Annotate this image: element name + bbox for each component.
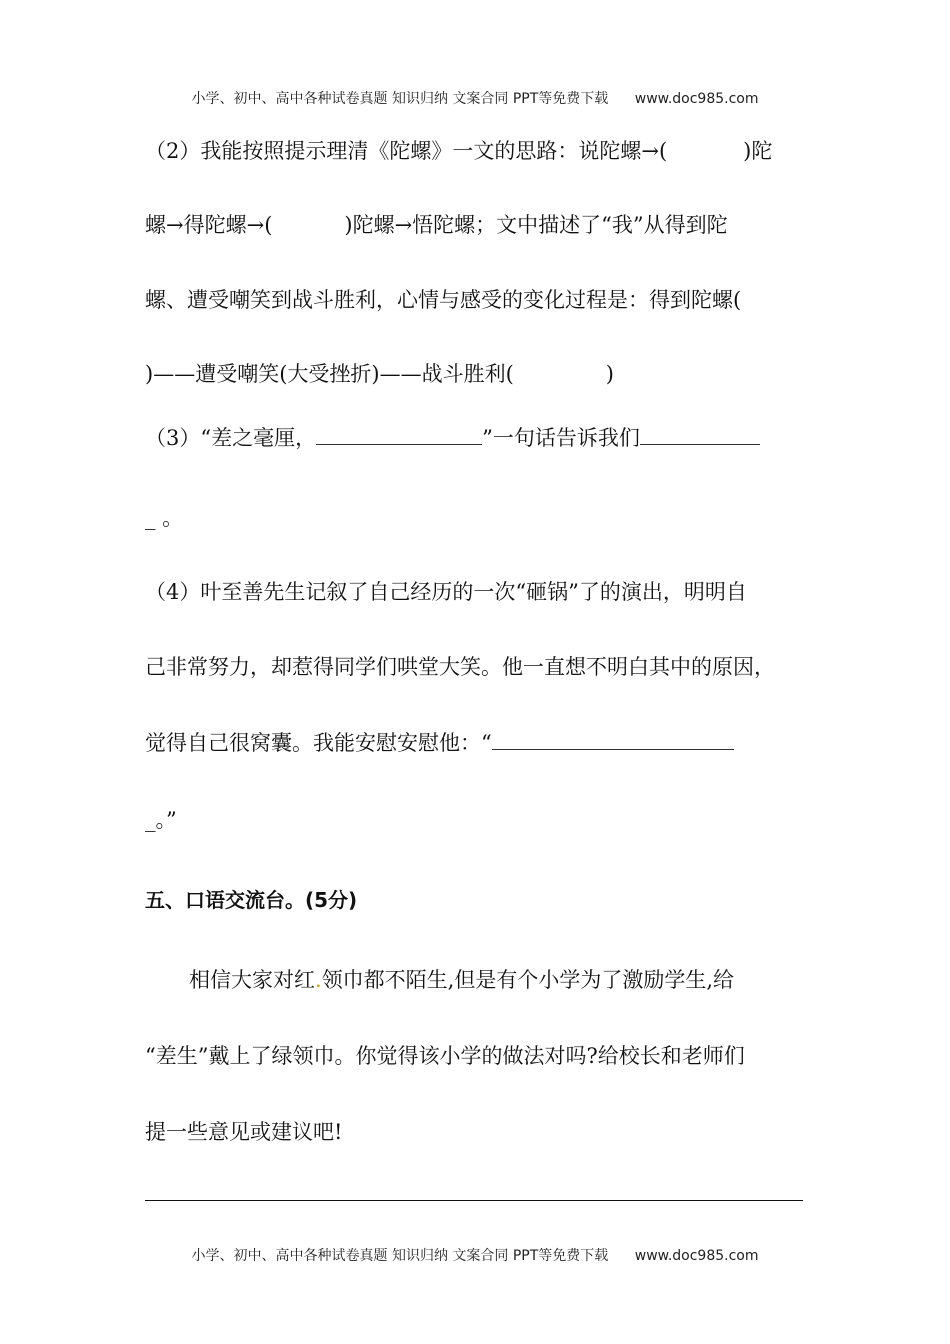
q2-text-1a: （2）我能按照提示理清《陀螺》一文的思路：说陀螺→( [145, 139, 668, 163]
footer-text: 小学、初中、高中各种试卷真题 知识归纳 文案合同 PPT等免费下载 [191, 1248, 609, 1264]
q3-underline-2[interactable] [640, 426, 760, 445]
q4-text-2: 己非常努力，却惹得同学们哄堂大笑。他一直想不明白其中的原因， [145, 655, 775, 679]
q4-line-2 [145, 653, 825, 681]
q3-text-1a: （3）“差之毫厘， [145, 426, 317, 450]
q3-line-1 [145, 424, 825, 452]
q3-text-1b: ”一句话告诉我们 [482, 426, 640, 450]
q3-text-2: _ 。 [145, 506, 184, 530]
q2-line-2 [145, 211, 825, 239]
q4-underline-1[interactable] [492, 731, 734, 750]
header-site: www.doc985.com [634, 91, 759, 107]
q4-text-1: （4）叶至善先生记叙了自己经历的一次“砸锅”了的演出，明明自 [145, 580, 747, 604]
section5-text-3: 提一些意见或建议吧! [145, 1120, 343, 1144]
section5-text-1a: 相信大家对红 [189, 968, 315, 992]
q2-text-4a: )——遭受嘲笑(大受挫折)——战斗胜利( [145, 362, 514, 386]
mark-dot-icon: . [315, 968, 322, 992]
q4-line-4 [145, 806, 825, 834]
q2-text-2a: 螺→得陀螺→( [145, 213, 273, 237]
q4-text-4: _。” [145, 808, 177, 832]
q2-line-1 [145, 137, 825, 165]
q2-line-4 [145, 360, 825, 388]
q2-line-3 [145, 286, 825, 314]
page-header [0, 88, 950, 108]
header-text: 小学、初中、高中各种试卷真题 知识归纳 文案合同 PPT等免费下载 [191, 91, 609, 107]
q3-line-2 [145, 504, 825, 532]
q3-underline-1[interactable] [316, 426, 482, 445]
q2-text-1b: )陀 [743, 139, 773, 163]
section5-para-1 [189, 966, 869, 994]
q4-line-3 [145, 729, 825, 757]
q2-text-4b: ) [605, 362, 614, 386]
section5-para-3 [145, 1118, 825, 1146]
section5-text-1b: 领巾都不陌生,但是有个小学为了激励学生,给 [321, 968, 735, 992]
footer-site: www.doc985.com [634, 1248, 759, 1264]
section5-title: 五、口语交流台。(5分) [145, 888, 358, 912]
q2-text-3: 螺、遭受嘲笑到战斗胜利，心情与感受的变化过程是：得到陀螺( [145, 288, 742, 312]
page-footer [0, 1245, 950, 1265]
q2-text-2b: )陀螺→悟陀螺；文中描述了“我”从得到陀 [344, 213, 728, 237]
section5-text-2: “差生”戴上了绿领巾。你觉得该小学的做法对吗?给校长和老师们 [145, 1044, 745, 1068]
answer-line[interactable] [145, 1200, 803, 1201]
q4-text-3: 觉得自己很窝囊。我能安慰安慰他：“ [145, 731, 492, 755]
section5-para-2 [145, 1042, 825, 1070]
q4-line-1 [145, 578, 825, 606]
